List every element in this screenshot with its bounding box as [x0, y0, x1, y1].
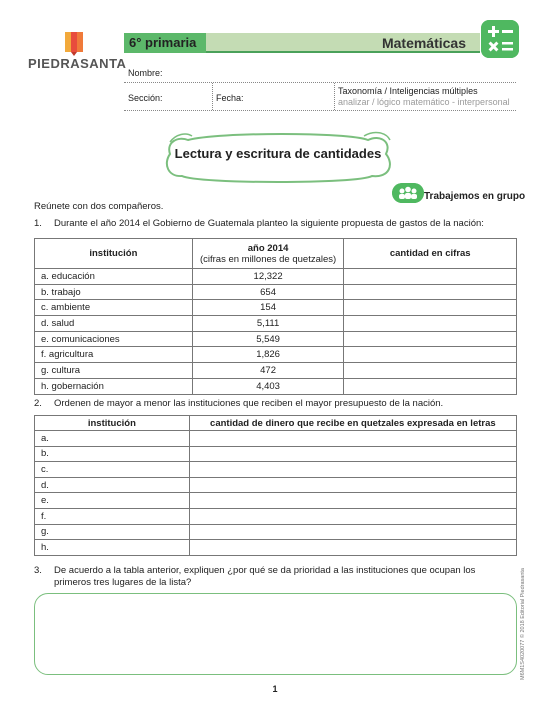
value-cell: 472: [192, 363, 344, 379]
answer-cell[interactable]: [344, 300, 517, 316]
intro-text: Reúnete con dos compañeros.: [34, 201, 164, 212]
institution-cell: a. educación: [35, 269, 193, 285]
col-header-amount: cantidad en cifras: [344, 239, 517, 269]
row-label[interactable]: c.: [35, 462, 190, 478]
answer-cell[interactable]: [189, 446, 516, 462]
value-cell: 5,111: [192, 316, 344, 332]
table-row: [35, 462, 517, 478]
table-row: [35, 284, 517, 300]
divider: [212, 83, 213, 110]
grade-label: 6° primaria: [129, 35, 197, 50]
institution-cell: c. ambiente: [35, 300, 193, 316]
value-cell: 4,403: [192, 378, 344, 394]
row-label[interactable]: h.: [35, 540, 190, 556]
table-row: [35, 446, 517, 462]
table-row: [35, 524, 517, 540]
table-row: [35, 331, 517, 347]
answer-cell[interactable]: [344, 347, 517, 363]
table-row: [35, 493, 517, 509]
answer-cell[interactable]: [344, 331, 517, 347]
answer-cell[interactable]: [189, 540, 516, 556]
table-row: [35, 378, 517, 394]
row-label[interactable]: b.: [35, 446, 190, 462]
answer-cell[interactable]: [344, 363, 517, 379]
table-row: [35, 363, 517, 379]
answer-cell[interactable]: [344, 269, 517, 285]
question-number: 1.: [34, 218, 42, 229]
year-sublabel: (cifras en millones de quetzales): [199, 253, 337, 265]
budget-table: [34, 238, 517, 395]
answer-cell[interactable]: [344, 284, 517, 300]
question-3-line-2: primeros tres lugares de la lista?: [54, 577, 192, 588]
col-header-year: [192, 239, 344, 269]
table-row: [35, 431, 517, 447]
row-label[interactable]: d.: [35, 477, 190, 493]
institution-cell: g. cultura: [35, 363, 193, 379]
table-row: [35, 508, 517, 524]
group-work-label: Trabajemos en grupo: [424, 191, 526, 202]
book-logo-icon: [62, 30, 86, 56]
answer-cell[interactable]: [189, 508, 516, 524]
page-number: 1: [272, 684, 278, 694]
institution-cell: f. agricultura: [35, 347, 193, 363]
question-1-text: Durante el año 2014 el Gobierno de Guatemala planteo la siguiente propuesta de gastos de la nación:: [54, 218, 484, 229]
question-number: 3.: [34, 565, 42, 576]
answer-box[interactable]: [34, 593, 517, 675]
institution-cell: e. comunicaciones: [35, 331, 193, 347]
subject-label: Matemáticas: [381, 35, 466, 51]
row-label[interactable]: g.: [35, 524, 190, 540]
answer-cell[interactable]: [189, 431, 516, 447]
math-operations-icon: [481, 20, 519, 58]
row-label[interactable]: e.: [35, 493, 190, 509]
table-row: [35, 316, 517, 332]
row-label[interactable]: a.: [35, 431, 190, 447]
value-cell: 5,549: [192, 331, 344, 347]
group-people-icon: [392, 183, 424, 203]
name-field-line[interactable]: [124, 82, 516, 83]
answer-cell[interactable]: [189, 524, 516, 540]
table-row: [35, 477, 517, 493]
ranking-table: [34, 415, 517, 556]
table-row: [35, 347, 517, 363]
divider: [334, 83, 335, 110]
question-number: 2.: [34, 398, 42, 409]
col-header-amount-words: cantidad de dinero que recibe en quetzales expresada en letras: [189, 416, 516, 431]
value-cell: 12,322: [192, 269, 344, 285]
institution-cell: d. salud: [35, 316, 193, 332]
table-row: [35, 269, 517, 285]
grade-box: [124, 33, 206, 53]
question-2-text: Ordenen de mayor a menor las instituciones que reciben el mayor presupuesto de la nación.: [54, 398, 444, 409]
value-cell: 154: [192, 300, 344, 316]
taxonomy-subtitle: analizar / lógico matemático - interpersonal: [338, 97, 510, 107]
answer-cell[interactable]: [189, 462, 516, 478]
table-header-row: [35, 239, 517, 269]
institution-cell: b. trabajo: [35, 284, 193, 300]
institution-cell: h. gobernación: [35, 378, 193, 394]
col-header-institution: institución: [35, 416, 190, 431]
date-label: Fecha:: [216, 93, 244, 103]
answer-cell[interactable]: [189, 493, 516, 509]
copyright-note: M6M1S4020077 © 2018 Editorial Piedrasanta: [520, 568, 526, 680]
grade-subject-bar: [124, 33, 480, 53]
taxonomy-label: Taxonomía / Inteligencias múltiples: [338, 86, 478, 96]
table-header-row: [35, 416, 517, 431]
page-title: Lectura y escritura de cantidades: [174, 146, 382, 161]
year-label: año 2014: [247, 242, 289, 254]
table-row: [35, 300, 517, 316]
answer-cell[interactable]: [344, 378, 517, 394]
row-label[interactable]: f.: [35, 508, 190, 524]
brand-name: PIEDRASANTA: [28, 56, 127, 71]
name-label: Nombre:: [128, 68, 163, 78]
question-3-line-1: De acuerdo a la tabla anterior, expliquen ¿por qué se da prioridad a las instituciones que ocupan los: [54, 565, 476, 576]
value-cell: 654: [192, 284, 344, 300]
section-label: Sección:: [128, 93, 163, 103]
answer-cell[interactable]: [344, 316, 517, 332]
table-row: [35, 540, 517, 556]
col-header-institution: institución: [35, 239, 193, 269]
header-bottom-line: [124, 110, 516, 111]
value-cell: 1,826: [192, 347, 344, 363]
answer-cell[interactable]: [189, 477, 516, 493]
